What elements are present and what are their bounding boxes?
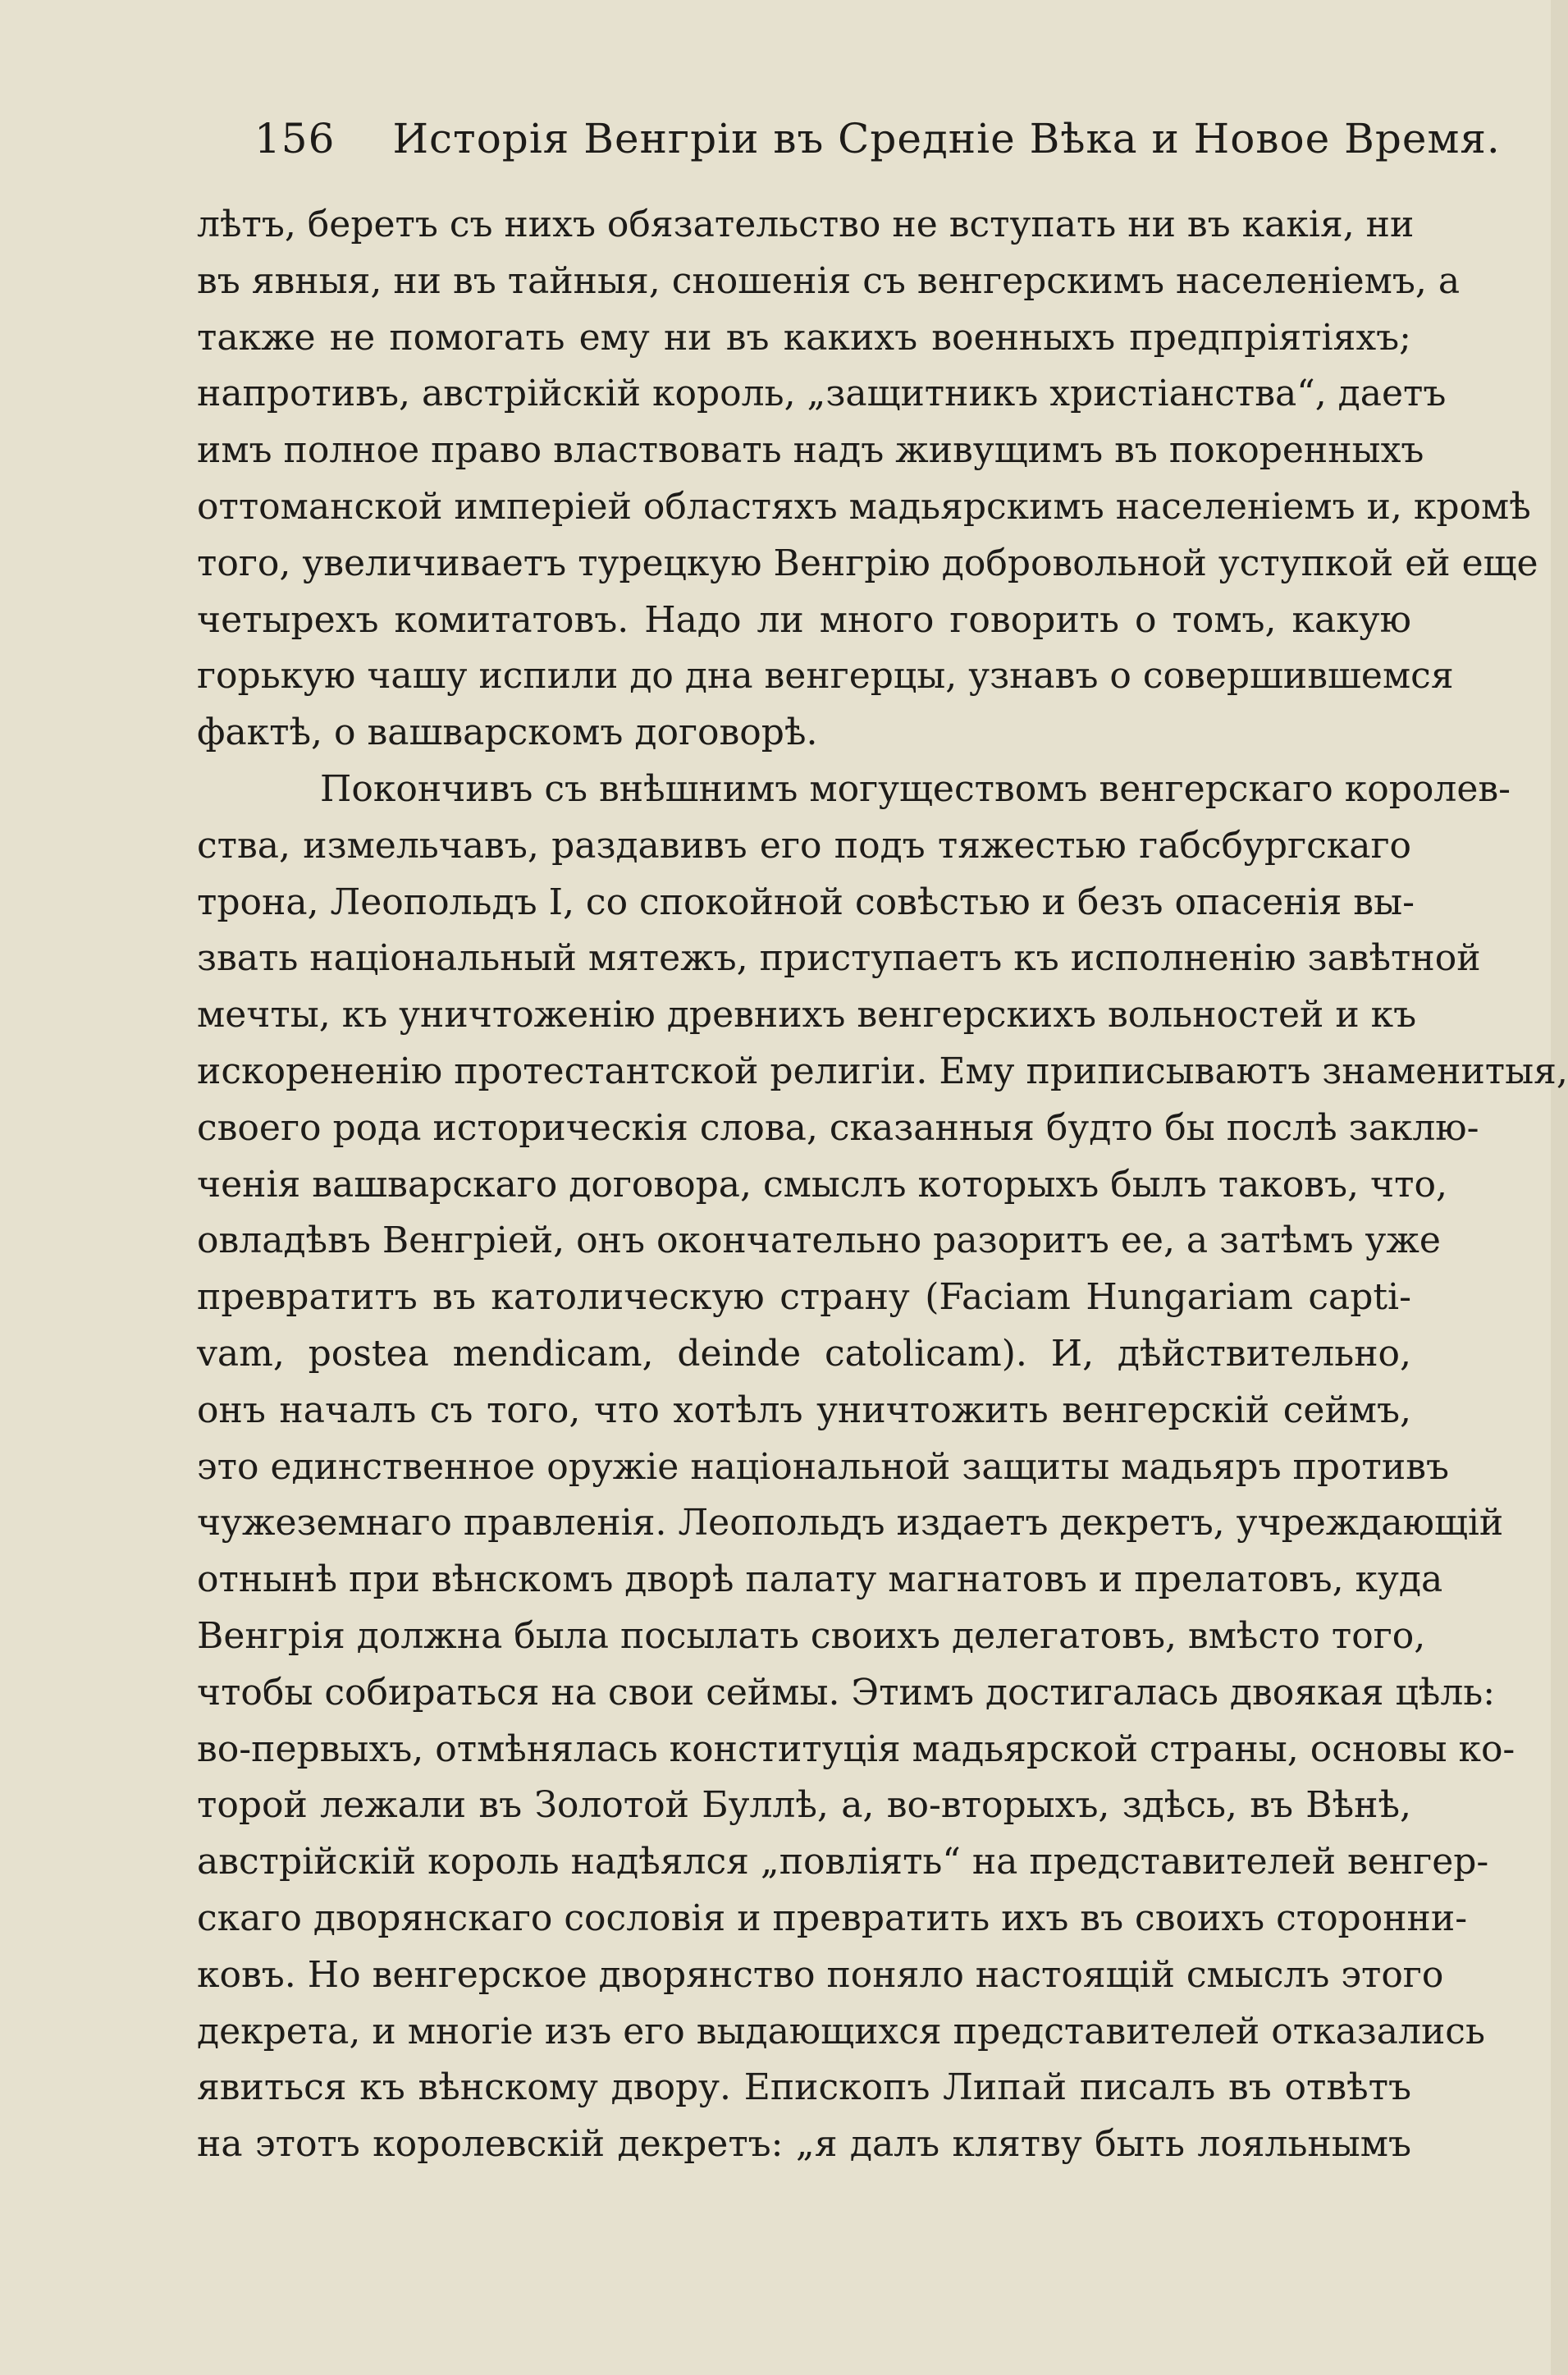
text-line: своего рода историческія слова, сказанныя будто бы послѣ заклю- — [197, 1106, 1479, 1149]
text-line: Венгрія должна была посылать своихъ делегатовъ, вмѣсто того, — [197, 1614, 1426, 1657]
text-line: оттоманской имперіей областяхъ мадьярскимъ населеніемъ и, кромѣ — [197, 485, 1531, 528]
text-line: также не помогать ему ни въ какихъ военныхъ предпріятіяхъ; — [197, 316, 1411, 359]
text-line: отнынѣ при вѣнскомъ дворѣ палату магнатовъ и прелатовъ, куда — [197, 1558, 1443, 1601]
text-line: напротивъ, австрійскій король, „защитникъ христіанства“, даетъ — [197, 373, 1447, 415]
text-line: мечты, къ уничтоженію древнихъ венгерскихъ вольностей и къ — [197, 994, 1417, 1036]
text-line: во-первыхъ, отмѣнялась конституція мадьярской страны, основы ко- — [197, 1727, 1515, 1770]
paragraph-2 — [197, 762, 1568, 2173]
text-line: чтобы собираться на свои сеймы. Этимъ достигалась двоякая цѣль: — [197, 1671, 1496, 1714]
text-line: имъ полное право властвовать надъ живущимъ въ покоренныхъ — [197, 429, 1424, 472]
text-line: скаго дворянскаго сословія и превратить ихъ въ своихъ сторонни- — [197, 1897, 1468, 1939]
text-line: ченія вашварскаго договора, смыслъ которыхъ былъ таковъ, что, — [197, 1163, 1447, 1206]
text-line: звать національный мятежъ, приступаетъ къ исполненію завѣтной — [197, 937, 1481, 980]
text-line: трона, Леопольдъ I, со спокойной совѣстью и безъ опасенія вы- — [197, 881, 1415, 923]
text-line: ства, измельчавъ, раздавивъ его подъ тяжестью габсбургскаго — [197, 824, 1411, 867]
text-line: Покончивъ съ внѣшнимъ могуществомъ венгерскаго королев- — [320, 767, 1511, 810]
text-line: австрійскій король надѣялся „повліять“ на представителей венгер- — [197, 1841, 1489, 1883]
text-line: четырехъ комитатовъ. Надо ли много говорить о томъ, какую — [197, 598, 1411, 641]
text-line: овладѣвъ Венгріей, онъ окончательно разоритъ ее, а затѣмъ уже — [197, 1220, 1441, 1262]
paragraph-1 — [197, 197, 1538, 762]
text-line: торой лежали въ Золотой Буллѣ, а, во-вторыхъ, здѣсь, въ Вѣнѣ, — [197, 1784, 1411, 1827]
text-line: фактѣ, о вашварскомъ договорѣ. — [197, 712, 818, 754]
text-line: это единственное оружіе національной защиты мадьяръ противъ — [197, 1445, 1449, 1488]
text-line: въ явныя, ни въ тайныя, сношенія съ венгерскимъ населеніемъ, а — [197, 259, 1461, 302]
text-line: vam, postea mendicam, deinde catolicam). И, дѣйствительно, — [197, 1332, 1411, 1375]
running-header — [254, 115, 1501, 162]
text-line: искорененію протестантской религіи. Ему приписываютъ знаменитыя, — [197, 1050, 1568, 1092]
text-line: онъ началъ съ того, что хотѣлъ уничтожить венгерскій сеймъ, — [197, 1389, 1411, 1431]
text-line: того, увеличиваетъ турецкую Венгрію добровольной уступкой ей еще — [197, 542, 1538, 584]
text-line: чужеземнаго правленія. Леопольдъ издаетъ декретъ, учреждающій — [197, 1502, 1504, 1544]
text-line: превратитъ въ католическую страну (Faciam Hungariam capti- — [197, 1276, 1411, 1319]
text-line: декрета, и многіе изъ его выдающихся представителей отказались — [197, 2010, 1485, 2052]
running-title: Исторія Венгріи въ Средніе Вѣка и Новое Время. — [392, 115, 1501, 162]
text-line: лѣтъ, беретъ съ нихъ обязательство не вступать ни въ какія, ни — [197, 204, 1415, 245]
body-text — [197, 197, 1568, 2173]
text-line: горькую чашу испили до дна венгерцы, узнавъ о совершившемся — [197, 655, 1454, 698]
text-line: на этотъ королевскій декретъ: „я далъ клятву быть лояльнымъ — [197, 2123, 1411, 2166]
text-line: явиться къ вѣнскому двору. Епископъ Липай писалъ въ отвѣтъ — [197, 2066, 1411, 2109]
page-number: 156 — [254, 115, 336, 162]
text-line: ковъ. Но венгерское дворянство поняло настоящій смыслъ этого — [197, 1953, 1444, 1996]
